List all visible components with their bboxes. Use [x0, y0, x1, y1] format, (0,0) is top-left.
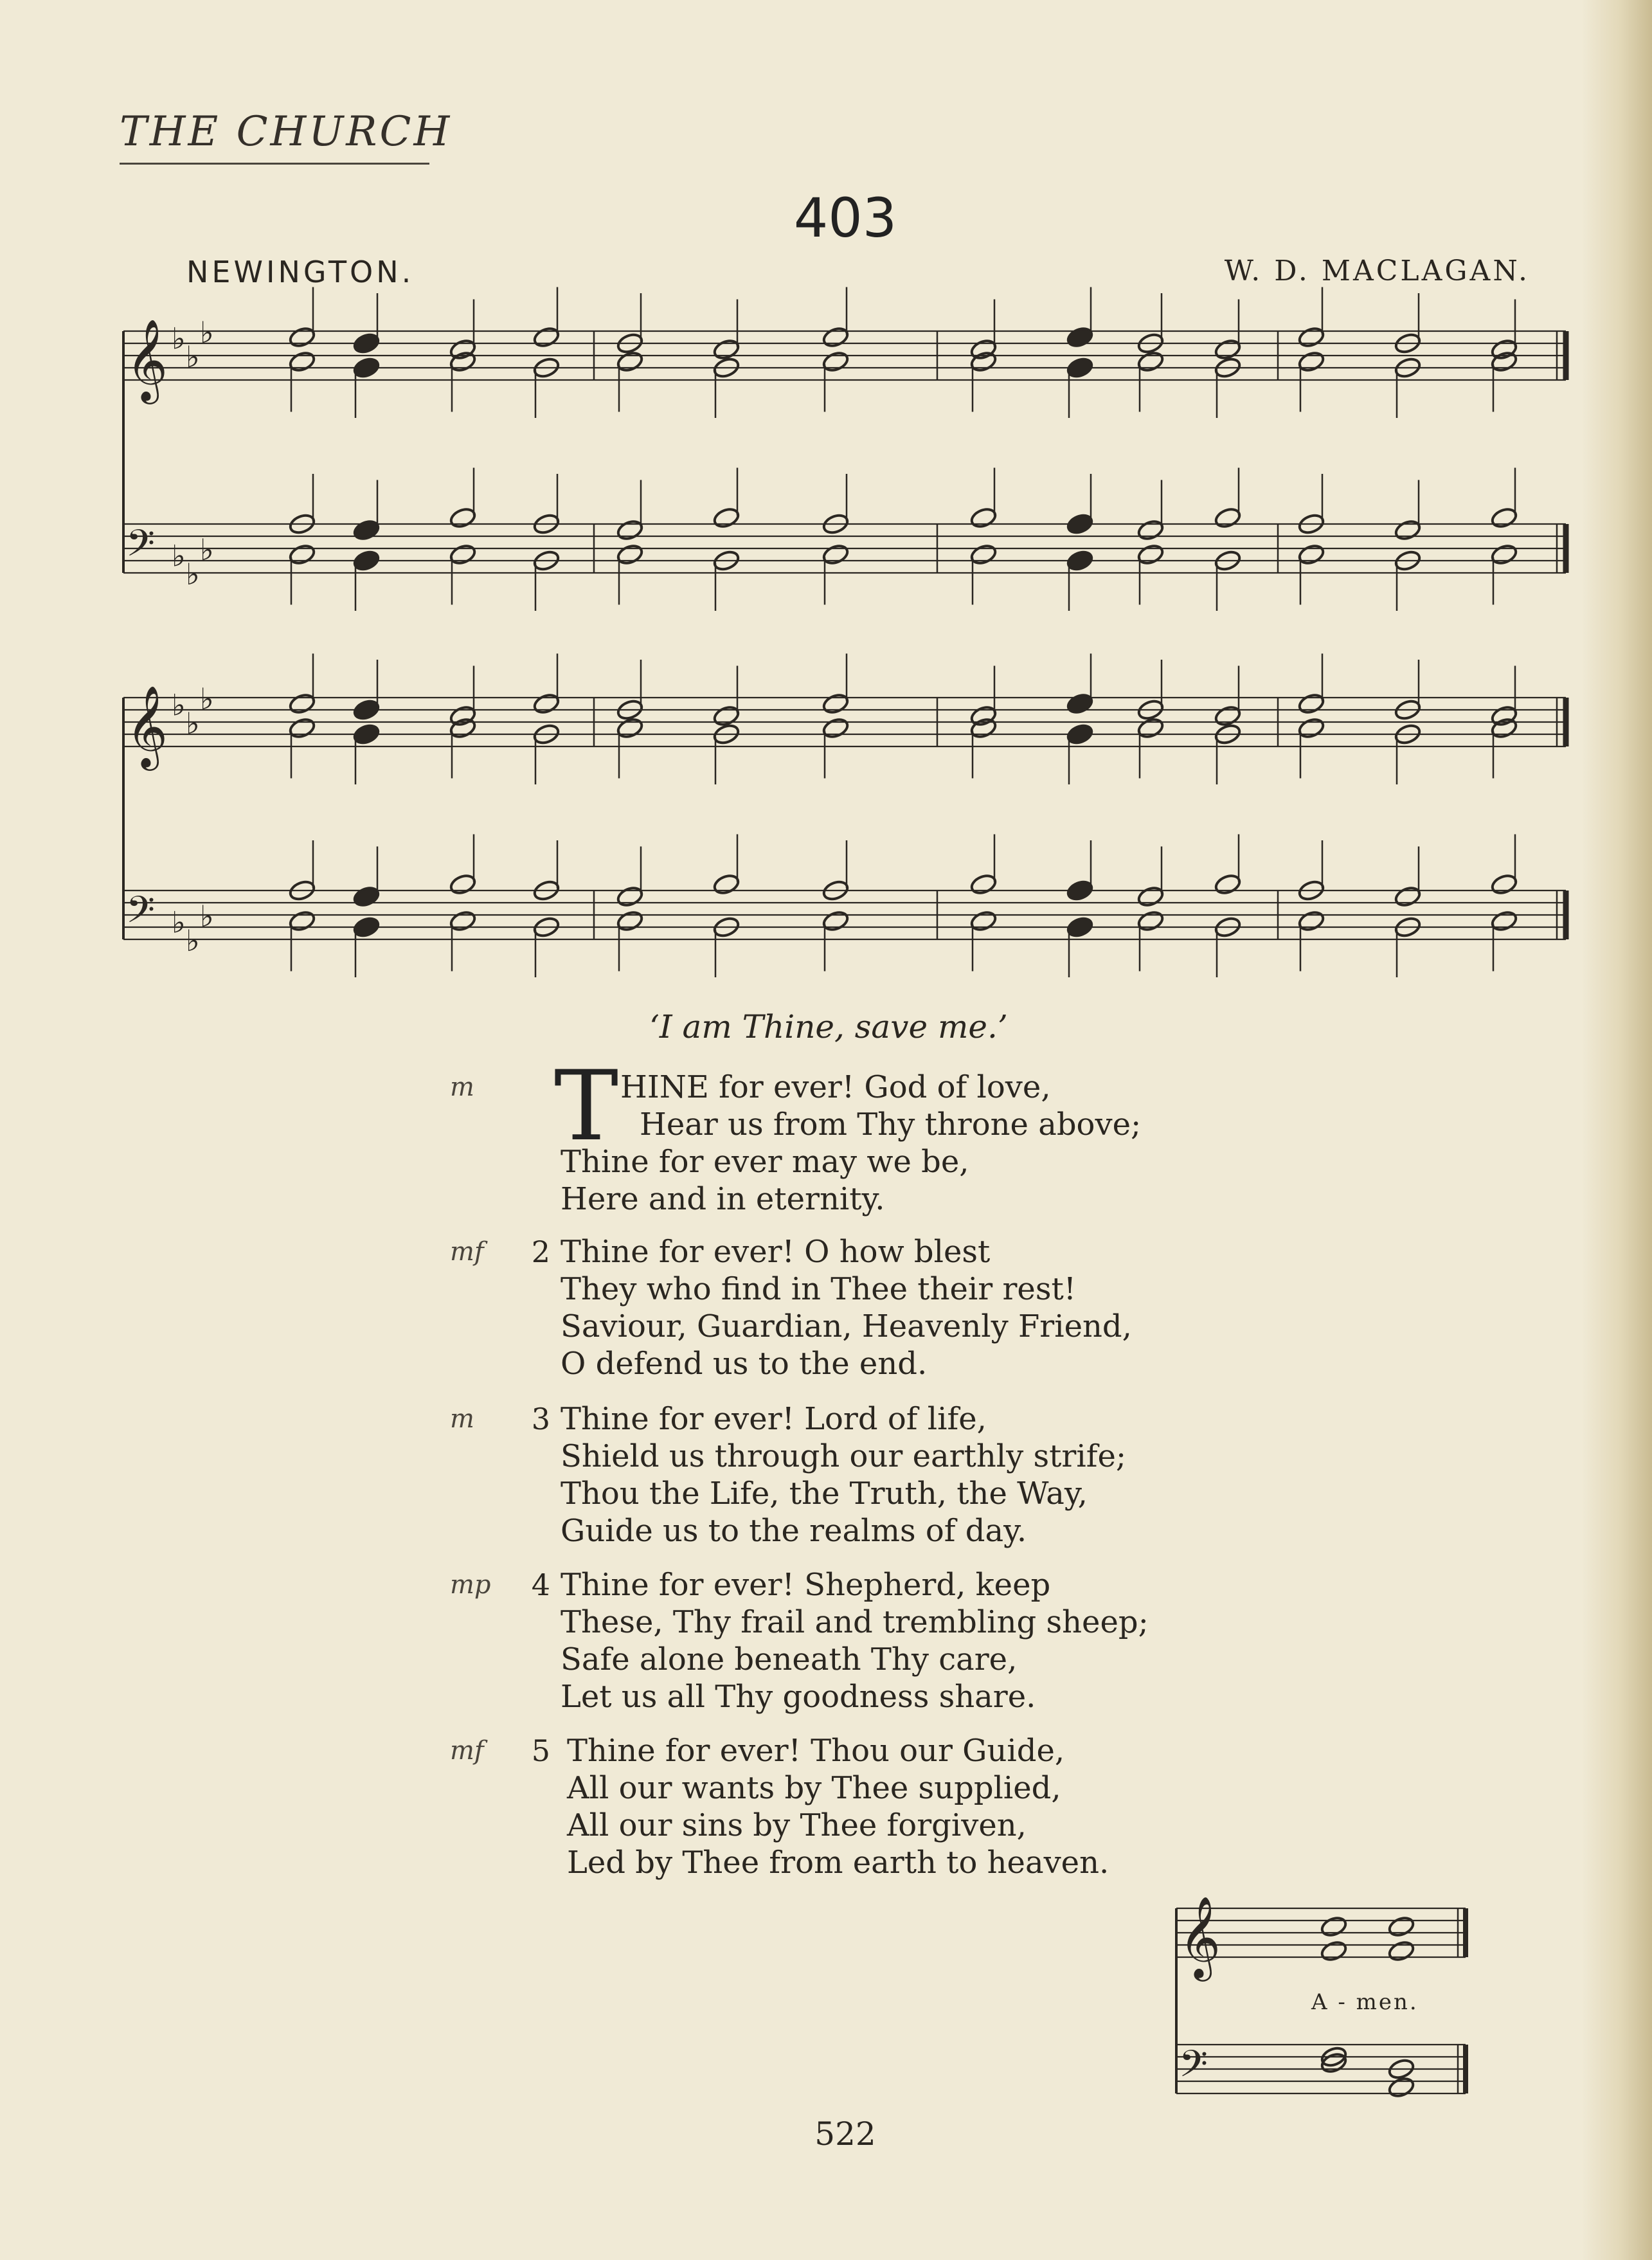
- stanza-number: 4: [531, 1568, 550, 1602]
- flat-sign: ♭: [200, 532, 214, 567]
- half-note: [1136, 716, 1165, 739]
- stanza-number: 5: [531, 1733, 550, 1768]
- quarter-note: [352, 698, 381, 721]
- quarter-note: [1066, 692, 1094, 715]
- half-note: [1490, 350, 1518, 373]
- dynamic-marking: mf: [450, 1736, 484, 1766]
- stanza-line: Shield us through our earthly strife;: [561, 1438, 1127, 1474]
- half-note: [1136, 518, 1165, 541]
- half-note: [1297, 325, 1325, 348]
- half-note: [1490, 872, 1518, 896]
- half-note: [969, 716, 998, 739]
- flat-sign: ♭: [200, 682, 214, 716]
- stanza-line: Thine for ever may we be,: [561, 1144, 969, 1180]
- half-note: [822, 692, 850, 715]
- half-note: [616, 885, 644, 908]
- whole-note: [1387, 1939, 1415, 1962]
- flat-sign: ♭: [186, 706, 200, 741]
- half-note: [969, 704, 998, 727]
- half-note: [1297, 350, 1325, 373]
- flat-sign: ♭: [172, 905, 186, 940]
- stanza-line: Thine for ever! Shepherd, keep: [561, 1567, 1051, 1603]
- flat-sign: ♭: [172, 538, 186, 574]
- quarter-note: [1066, 916, 1094, 939]
- stanza-number: 2: [531, 1234, 550, 1269]
- half-note: [288, 543, 316, 566]
- quarter-note: [352, 885, 381, 908]
- half-note: [1214, 704, 1242, 727]
- half-note: [616, 716, 644, 739]
- half-note: [1297, 543, 1325, 566]
- quarter-note: [352, 332, 381, 355]
- half-note: [1136, 909, 1165, 932]
- half-note: [712, 506, 741, 529]
- half-note: [969, 350, 998, 373]
- stanza-line: All our wants by Thee supplied,: [567, 1770, 1061, 1806]
- half-note: [1214, 872, 1242, 896]
- half-note: [616, 543, 644, 566]
- tune-name: NEWINGTON.: [186, 255, 415, 289]
- bass-clef: 𝄢: [126, 521, 156, 574]
- treble-clef: 𝄞: [126, 318, 168, 401]
- quarter-note: [1066, 356, 1094, 379]
- stanza-line: Here and in eternity.: [561, 1181, 885, 1217]
- dynamic-marking: m: [450, 1072, 474, 1102]
- whole-note: [1320, 1915, 1348, 1938]
- half-note: [1490, 704, 1518, 727]
- half-note: [449, 350, 477, 373]
- amen-label: A - men.: [1311, 1989, 1419, 2015]
- half-note: [616, 518, 644, 541]
- half-note: [1297, 909, 1325, 932]
- half-note: [1214, 338, 1242, 361]
- treble-clef: 𝄞: [1179, 1895, 1221, 1978]
- half-note: [822, 350, 850, 373]
- stanza-line: Led by Thee from earth to heaven.: [567, 1845, 1109, 1881]
- half-note: [822, 325, 850, 348]
- quarter-note: [1066, 549, 1094, 572]
- half-note: [1490, 338, 1518, 361]
- half-note: [288, 716, 316, 739]
- half-note: [616, 909, 644, 932]
- half-note: [822, 909, 850, 932]
- stanza-line: Thine for ever! Thou our Guide,: [567, 1733, 1065, 1769]
- stanza-line: Let us all Thy goodness share.: [561, 1679, 1036, 1715]
- half-note: [288, 325, 316, 348]
- half-note: [1490, 716, 1518, 739]
- half-note: [449, 506, 477, 529]
- quarter-note: [1066, 879, 1094, 902]
- stanza-line: Thine for ever! O how blest: [561, 1234, 991, 1270]
- quarter-note: [352, 518, 381, 541]
- half-note: [616, 350, 644, 373]
- half-note: [1490, 506, 1518, 529]
- epigraph: ‘I am Thine, save me.’: [649, 1008, 1008, 1045]
- quarter-note: [1066, 325, 1094, 348]
- half-note: [288, 692, 316, 715]
- half-note: [1394, 518, 1422, 541]
- half-note: [449, 909, 477, 932]
- half-note: [712, 704, 741, 727]
- flat-sign: ♭: [186, 557, 200, 592]
- stanza-line: Thine for ever! Lord of life,: [561, 1401, 987, 1437]
- stanza-line: They who find in Thee their rest!: [561, 1271, 1077, 1307]
- half-note: [288, 350, 316, 373]
- flat-sign: ♭: [186, 923, 200, 958]
- hymn-number: 403: [793, 186, 897, 249]
- half-note: [712, 872, 741, 896]
- whole-note: [1320, 1939, 1348, 1962]
- flat-sign: ♭: [200, 899, 214, 934]
- stanza-line: Hear us from Thy throne above;: [640, 1107, 1142, 1143]
- half-note: [1136, 885, 1165, 908]
- stanza-line: Saviour, Guardian, Heavenly Friend,: [561, 1308, 1132, 1344]
- dynamic-marking: m: [450, 1404, 474, 1434]
- half-note: [822, 716, 850, 739]
- half-note: [1490, 909, 1518, 932]
- composer-name: W. D. MACLAGAN.: [1224, 255, 1530, 287]
- half-note: [969, 872, 998, 896]
- half-note: [1297, 692, 1325, 715]
- stanza-line: Thou the Life, the Truth, the Way,: [561, 1476, 1088, 1512]
- quarter-note: [1066, 723, 1094, 746]
- stanza-line: Guide us to the realms of day.: [561, 1513, 1027, 1549]
- bass-clef: 𝄢: [126, 888, 156, 941]
- half-note: [822, 543, 850, 566]
- half-note: [449, 543, 477, 566]
- half-note: [969, 543, 998, 566]
- stanza-line: Safe alone beneath Thy care,: [561, 1641, 1018, 1677]
- page-number: 522: [814, 2115, 876, 2153]
- half-note: [1394, 885, 1422, 908]
- quarter-note: [352, 549, 381, 572]
- half-note: [969, 338, 998, 361]
- drop-cap: T: [554, 1051, 619, 1162]
- half-note: [288, 909, 316, 932]
- quarter-note: [352, 723, 381, 746]
- flat-sign: ♭: [200, 315, 214, 350]
- whole-note: [1387, 2075, 1415, 2099]
- half-note: [532, 325, 561, 348]
- half-note: [1136, 543, 1165, 566]
- stanza-line: All our sins by Thee forgiven,: [567, 1807, 1027, 1843]
- flat-sign: ♭: [172, 321, 186, 356]
- dynamic-marking: mf: [450, 1237, 484, 1267]
- dynamic-marking: mp: [450, 1570, 491, 1600]
- treble-clef: 𝄞: [126, 685, 168, 767]
- half-note: [1214, 506, 1242, 529]
- whole-note: [1387, 1915, 1415, 1938]
- quarter-note: [352, 916, 381, 939]
- half-note: [1297, 716, 1325, 739]
- half-note: [449, 716, 477, 739]
- half-note: [532, 692, 561, 715]
- half-note: [1490, 543, 1518, 566]
- bass-clef: 𝄢: [1179, 2042, 1208, 2095]
- half-note: [969, 909, 998, 932]
- stanza-line: O defend us to the end.: [561, 1346, 928, 1382]
- stanza-line: HINE for ever! God of love,: [620, 1069, 1051, 1105]
- half-note: [1136, 350, 1165, 373]
- flat-sign: ♭: [172, 687, 186, 723]
- quarter-note: [352, 356, 381, 379]
- half-note: [712, 338, 741, 361]
- half-note: [449, 872, 477, 896]
- quarter-note: [1066, 512, 1094, 536]
- half-note: [969, 506, 998, 529]
- section-heading: THE CHURCH: [120, 108, 453, 156]
- stanza-line: These, Thy frail and trembling sheep;: [561, 1604, 1149, 1640]
- half-note: [449, 704, 477, 727]
- half-note: [449, 338, 477, 361]
- flat-sign: ♭: [186, 339, 200, 374]
- stanza-number: 3: [531, 1402, 550, 1436]
